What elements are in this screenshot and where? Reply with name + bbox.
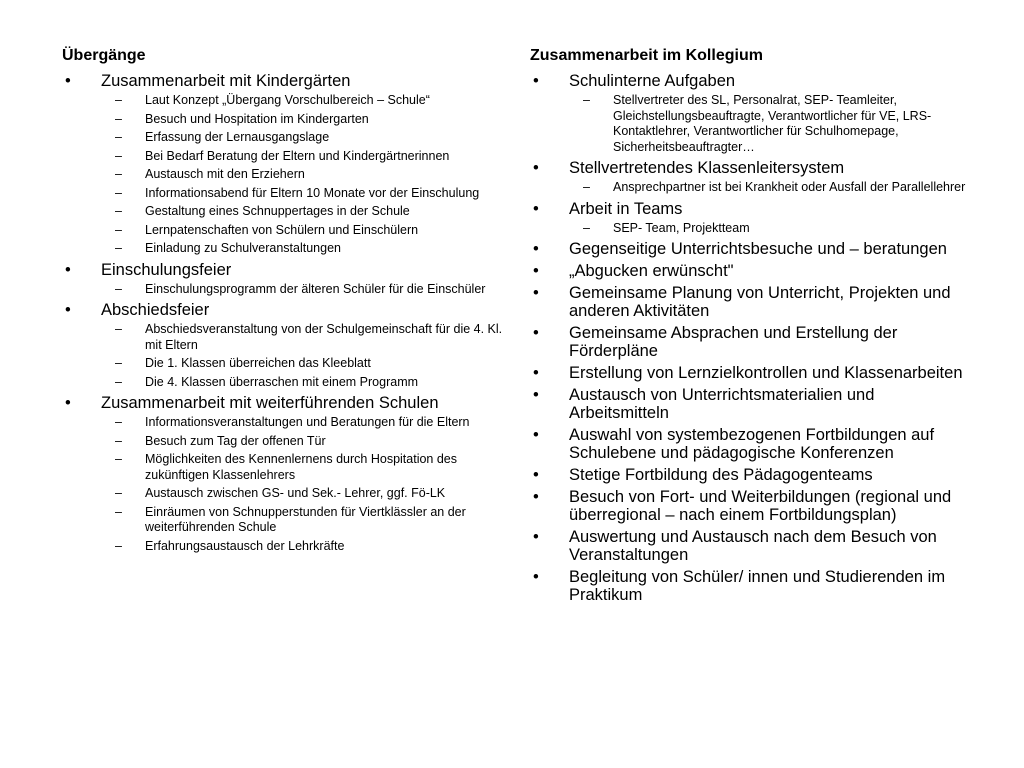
list-item bbox=[62, 261, 512, 279]
list-item-text: Einräumen von Schnupperstunden für Viertklässler an der weiterführenden Schule bbox=[145, 504, 466, 534]
dash-marker: – bbox=[115, 322, 122, 336]
list-item bbox=[62, 223, 512, 239]
list-item bbox=[530, 386, 966, 422]
list-item-text: Arbeit in Teams bbox=[569, 199, 683, 218]
list-item-text: Laut Konzept „Übergang Vorschulbereich – Schule“ bbox=[145, 93, 430, 107]
list-item-text: Gestaltung eines Schnuppertages in der Schule bbox=[145, 204, 410, 218]
list-item bbox=[530, 324, 966, 360]
list-item bbox=[62, 72, 512, 90]
list-item bbox=[530, 528, 966, 564]
list-item bbox=[530, 221, 966, 237]
bullet-list-kollegium bbox=[530, 72, 966, 604]
bullet-marker: • bbox=[533, 324, 539, 342]
dash-marker: – bbox=[115, 356, 122, 370]
dash-marker: – bbox=[115, 433, 122, 448]
list-item-text: Auswahl von systembezogenen Fortbildungen auf Schulebene und pädagogische Konferenzen bbox=[569, 426, 935, 462]
list-item-text: Abschiedsfeier bbox=[101, 301, 210, 319]
list-item-text: Gemeinsame Planung von Unterricht, Projekten und anderen Aktivitäten bbox=[569, 284, 951, 320]
bullet-marker: • bbox=[533, 488, 539, 506]
bullet-marker: • bbox=[533, 466, 539, 484]
dash-marker: – bbox=[115, 130, 122, 144]
list-item bbox=[62, 505, 512, 536]
bullet-marker: • bbox=[65, 394, 71, 412]
dash-marker: – bbox=[583, 93, 590, 107]
list-item-text: Bei Bedarf Beratung der Eltern und Kindergärtnerinnen bbox=[145, 148, 450, 163]
list-item bbox=[530, 466, 966, 484]
list-item-text: „Abgucken erwünscht" bbox=[569, 262, 734, 280]
bullet-list-uebergaenge bbox=[62, 72, 512, 554]
bullet-marker: • bbox=[533, 284, 539, 302]
bullet-marker: • bbox=[65, 72, 71, 90]
list-item-text: Zusammenarbeit mit Kindergärten bbox=[101, 72, 351, 90]
list-item bbox=[62, 241, 512, 257]
list-item bbox=[530, 284, 966, 320]
list-item-text: Einladung zu Schulveranstaltungen bbox=[145, 241, 341, 255]
list-item-text: Möglichkeiten des Kennenlernens durch Hospitation des zukünftigen Klassenlehrers bbox=[145, 452, 457, 482]
dash-marker: – bbox=[115, 93, 122, 107]
dash-marker: – bbox=[115, 486, 122, 500]
dash-marker: – bbox=[583, 180, 590, 194]
list-item bbox=[530, 72, 966, 90]
list-item bbox=[62, 356, 512, 372]
list-item bbox=[62, 204, 512, 220]
list-item bbox=[530, 240, 966, 258]
dash-marker: – bbox=[115, 452, 122, 466]
list-item bbox=[62, 375, 512, 391]
list-item bbox=[62, 394, 512, 412]
list-item-text: Abschiedsveranstaltung von der Schulgemeinschaft für die 4. Kl. mit Eltern bbox=[145, 322, 503, 352]
dash-marker: – bbox=[115, 281, 122, 296]
bullet-marker: • bbox=[533, 386, 539, 404]
bullet-marker: • bbox=[533, 568, 539, 586]
column-title-kollegium: Zusammenarbeit im Kollegium bbox=[530, 47, 763, 64]
dash-marker: – bbox=[115, 185, 122, 200]
list-item-text: Austausch mit den Erziehern bbox=[145, 167, 305, 181]
list-item-text: Gegenseitige Unterrichtsbesuche und – beratungen bbox=[569, 240, 947, 258]
list-item-text: Stellvertreter des SL, Personalrat, SEP- Teamleiter, Gleichstellungsbeauftragte, Verantwortlicher für VE, LRS- Kontaktlehrer, Verantwortlicher für Schulhomepage, Sicherheitsbeauftragter… bbox=[613, 93, 932, 154]
bullet-marker: • bbox=[533, 199, 539, 218]
list-item bbox=[62, 322, 512, 353]
list-item-text: Informationsveranstaltungen und Beratungen für die Eltern bbox=[145, 415, 470, 429]
list-item-text: Auswertung und Austausch nach dem Besuch von Veranstaltungen bbox=[569, 528, 937, 564]
list-item-text: Lernpatenschaften von Schülern und Einschülern bbox=[145, 222, 419, 237]
list-item bbox=[62, 301, 512, 319]
dash-marker: – bbox=[115, 148, 122, 163]
list-item bbox=[62, 282, 512, 298]
dash-marker: – bbox=[115, 111, 122, 126]
dash-marker: – bbox=[115, 204, 122, 218]
list-item bbox=[530, 262, 966, 280]
list-item bbox=[530, 200, 966, 218]
list-item bbox=[62, 415, 512, 431]
dash-marker: – bbox=[583, 220, 590, 235]
list-item bbox=[62, 112, 512, 128]
dash-marker: – bbox=[115, 538, 122, 553]
list-item-text: Erfassung der Lernausgangslage bbox=[145, 130, 330, 144]
list-item bbox=[530, 568, 966, 604]
column-kollegium bbox=[530, 46, 966, 604]
list-item-text: Zusammenarbeit mit weiterführenden Schulen bbox=[101, 394, 439, 412]
column-uebergaenge bbox=[62, 46, 512, 554]
list-item bbox=[530, 364, 966, 382]
list-item bbox=[62, 93, 512, 109]
list-item-text: Besuch und Hospitation im Kindergarten bbox=[145, 111, 369, 126]
list-item-text: Die 4. Klassen überraschen mit einem Programm bbox=[145, 374, 419, 389]
list-item bbox=[62, 434, 512, 450]
list-item-text: Stetige Fortbildung des Pädagogenteams bbox=[569, 466, 873, 484]
list-item-text: Einschulungsprogramm der älteren Schüler für die Einschüler bbox=[145, 281, 486, 296]
dash-marker: – bbox=[115, 374, 122, 389]
bullet-marker: • bbox=[65, 260, 71, 279]
list-item bbox=[530, 488, 966, 524]
list-item-text: Einschulungsfeier bbox=[101, 260, 232, 279]
bullet-marker: • bbox=[533, 159, 539, 177]
column-title-uebergaenge: Übergänge bbox=[62, 47, 146, 64]
list-item bbox=[530, 180, 966, 196]
list-item bbox=[62, 539, 512, 555]
list-item bbox=[62, 130, 512, 146]
list-item-text: Ansprechpartner ist bei Krankheit oder Ausfall der Parallellehrer bbox=[613, 180, 966, 194]
list-item bbox=[530, 93, 966, 155]
list-item-text: SEP- Team, Projektteam bbox=[613, 220, 750, 235]
bullet-marker: • bbox=[533, 262, 539, 280]
list-item bbox=[62, 186, 512, 202]
dash-marker: – bbox=[115, 222, 122, 237]
dash-marker: – bbox=[115, 241, 122, 255]
list-item bbox=[62, 486, 512, 502]
list-item-text: Erfahrungsaustausch der Lehrkräfte bbox=[145, 538, 345, 553]
list-item-text: Schulinterne Aufgaben bbox=[569, 72, 736, 90]
list-item-text: Gemeinsame Absprachen und Erstellung der Förderpläne bbox=[569, 324, 898, 360]
bullet-marker: • bbox=[533, 426, 539, 444]
list-item bbox=[62, 167, 512, 183]
bullet-marker: • bbox=[533, 240, 539, 258]
list-item-text: Informationsabend für Eltern 10 Monate vor der Einschulung bbox=[145, 185, 480, 200]
list-item-text: Die 1. Klassen überreichen das Kleeblatt bbox=[145, 356, 371, 370]
bullet-marker: • bbox=[533, 364, 539, 382]
list-item-text: Erstellung von Lernzielkontrollen und Klassenarbeiten bbox=[569, 364, 963, 382]
list-item-text: Austausch von Unterrichtsmaterialien und Arbeitsmitteln bbox=[569, 386, 875, 422]
list-item bbox=[62, 452, 512, 483]
dash-marker: – bbox=[115, 504, 122, 519]
list-item-text: Begleitung von Schüler/ innen und Studierenden im Praktikum bbox=[569, 568, 946, 604]
list-item-text: Austausch zwischen GS- und Sek.- Lehrer, ggf. Fö-LK bbox=[145, 486, 446, 500]
bullet-marker: • bbox=[533, 528, 539, 546]
list-item-text: Besuch von Fort- und Weiterbildungen (regional und überregional – nach einem Fortbildungsplan) bbox=[569, 488, 952, 524]
list-item bbox=[530, 426, 966, 462]
list-item bbox=[530, 159, 966, 177]
dash-marker: – bbox=[115, 167, 122, 181]
list-item bbox=[62, 149, 512, 165]
dash-marker: – bbox=[115, 415, 122, 429]
list-item-text: Besuch zum Tag der offenen Tür bbox=[145, 433, 326, 448]
bullet-marker: • bbox=[65, 301, 71, 319]
bullet-marker: • bbox=[533, 72, 539, 90]
list-item-text: Stellvertretendes Klassenleitersystem bbox=[569, 159, 845, 177]
